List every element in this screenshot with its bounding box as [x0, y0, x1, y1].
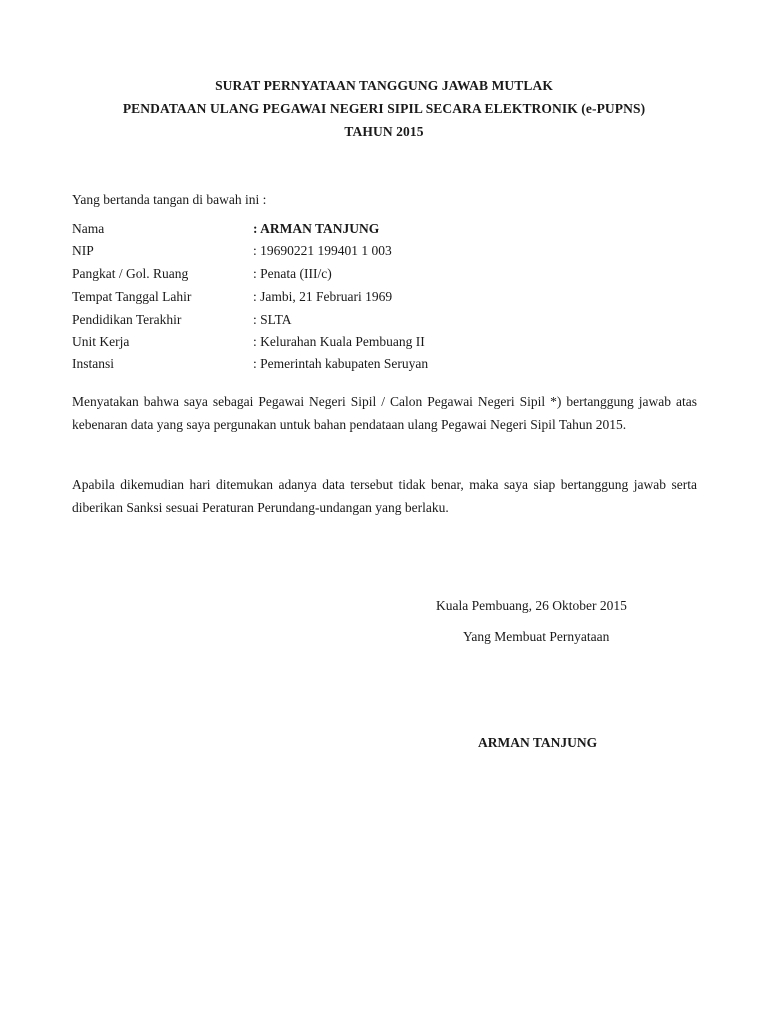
field-value: : 19690221 199401 1 003 — [253, 243, 392, 258]
signer-name: ARMAN TANJUNG — [478, 735, 598, 750]
field-row-instansi — [72, 356, 712, 376]
field-value: : Jambi, 21 Februari 1969 — [253, 289, 393, 304]
field-value: : Pemerintah kabupaten Seruyan — [253, 356, 429, 371]
field-label: Pangkat / Gol. Ruang — [72, 266, 189, 281]
field-label: Instansi — [72, 356, 114, 371]
field-row-pangkat — [72, 266, 712, 286]
field-row-unit-kerja — [72, 334, 712, 354]
intro-text: Yang bertanda tangan di bawah ini : — [72, 192, 267, 207]
field-value: : SLTA — [253, 312, 292, 327]
field-label: Nama — [72, 221, 105, 236]
field-value: : Kelurahan Kuala Pembuang II — [253, 334, 425, 349]
field-row-nama — [72, 221, 712, 241]
signer-role: Yang Membuat Pernyataan — [463, 629, 610, 644]
sanction-paragraph: Apabila dikemudian hari ditemukan adanya data tersebut tidak benar, maka saya siap bertanggung jawab serta diberikan Sanksi sesuai Peraturan Perundang-undangan yang berlaku. — [72, 477, 697, 515]
field-label: Tempat Tanggal Lahir — [72, 289, 192, 304]
statement-paragraph: Menyatakan bahwa saya sebagai Pegawai Negeri Sipil / Calon Pegawai Negeri Sipil *) bertanggung jawab atas kebenaran data yang saya pergunakan untuk bahan pendataan ulang Pegawai Negeri Sipil Tahun 2015. — [72, 394, 697, 432]
place-date: Kuala Pembuang, 26 Oktober 2015 — [436, 598, 627, 613]
field-row-nip — [72, 243, 712, 263]
document-subtitle: PENDATAAN ULANG PEGAWAI NEGERI SIPIL SECARA ELEKTRONIK (e-PUPNS) — [122, 101, 646, 116]
field-row-pendidikan — [72, 312, 712, 332]
document-year: TAHUN 2015 — [344, 124, 424, 139]
field-label: Unit Kerja — [72, 334, 130, 349]
field-label: Pendidikan Terakhir — [72, 312, 182, 327]
document-title: SURAT PERNYATAAN TANGGUNG JAWAB MUTLAK — [215, 78, 553, 93]
field-value: : Penata (III/c) — [253, 266, 332, 281]
field-value: : ARMAN TANJUNG — [253, 221, 380, 236]
field-row-ttl — [72, 289, 712, 309]
field-label: NIP — [72, 243, 94, 258]
